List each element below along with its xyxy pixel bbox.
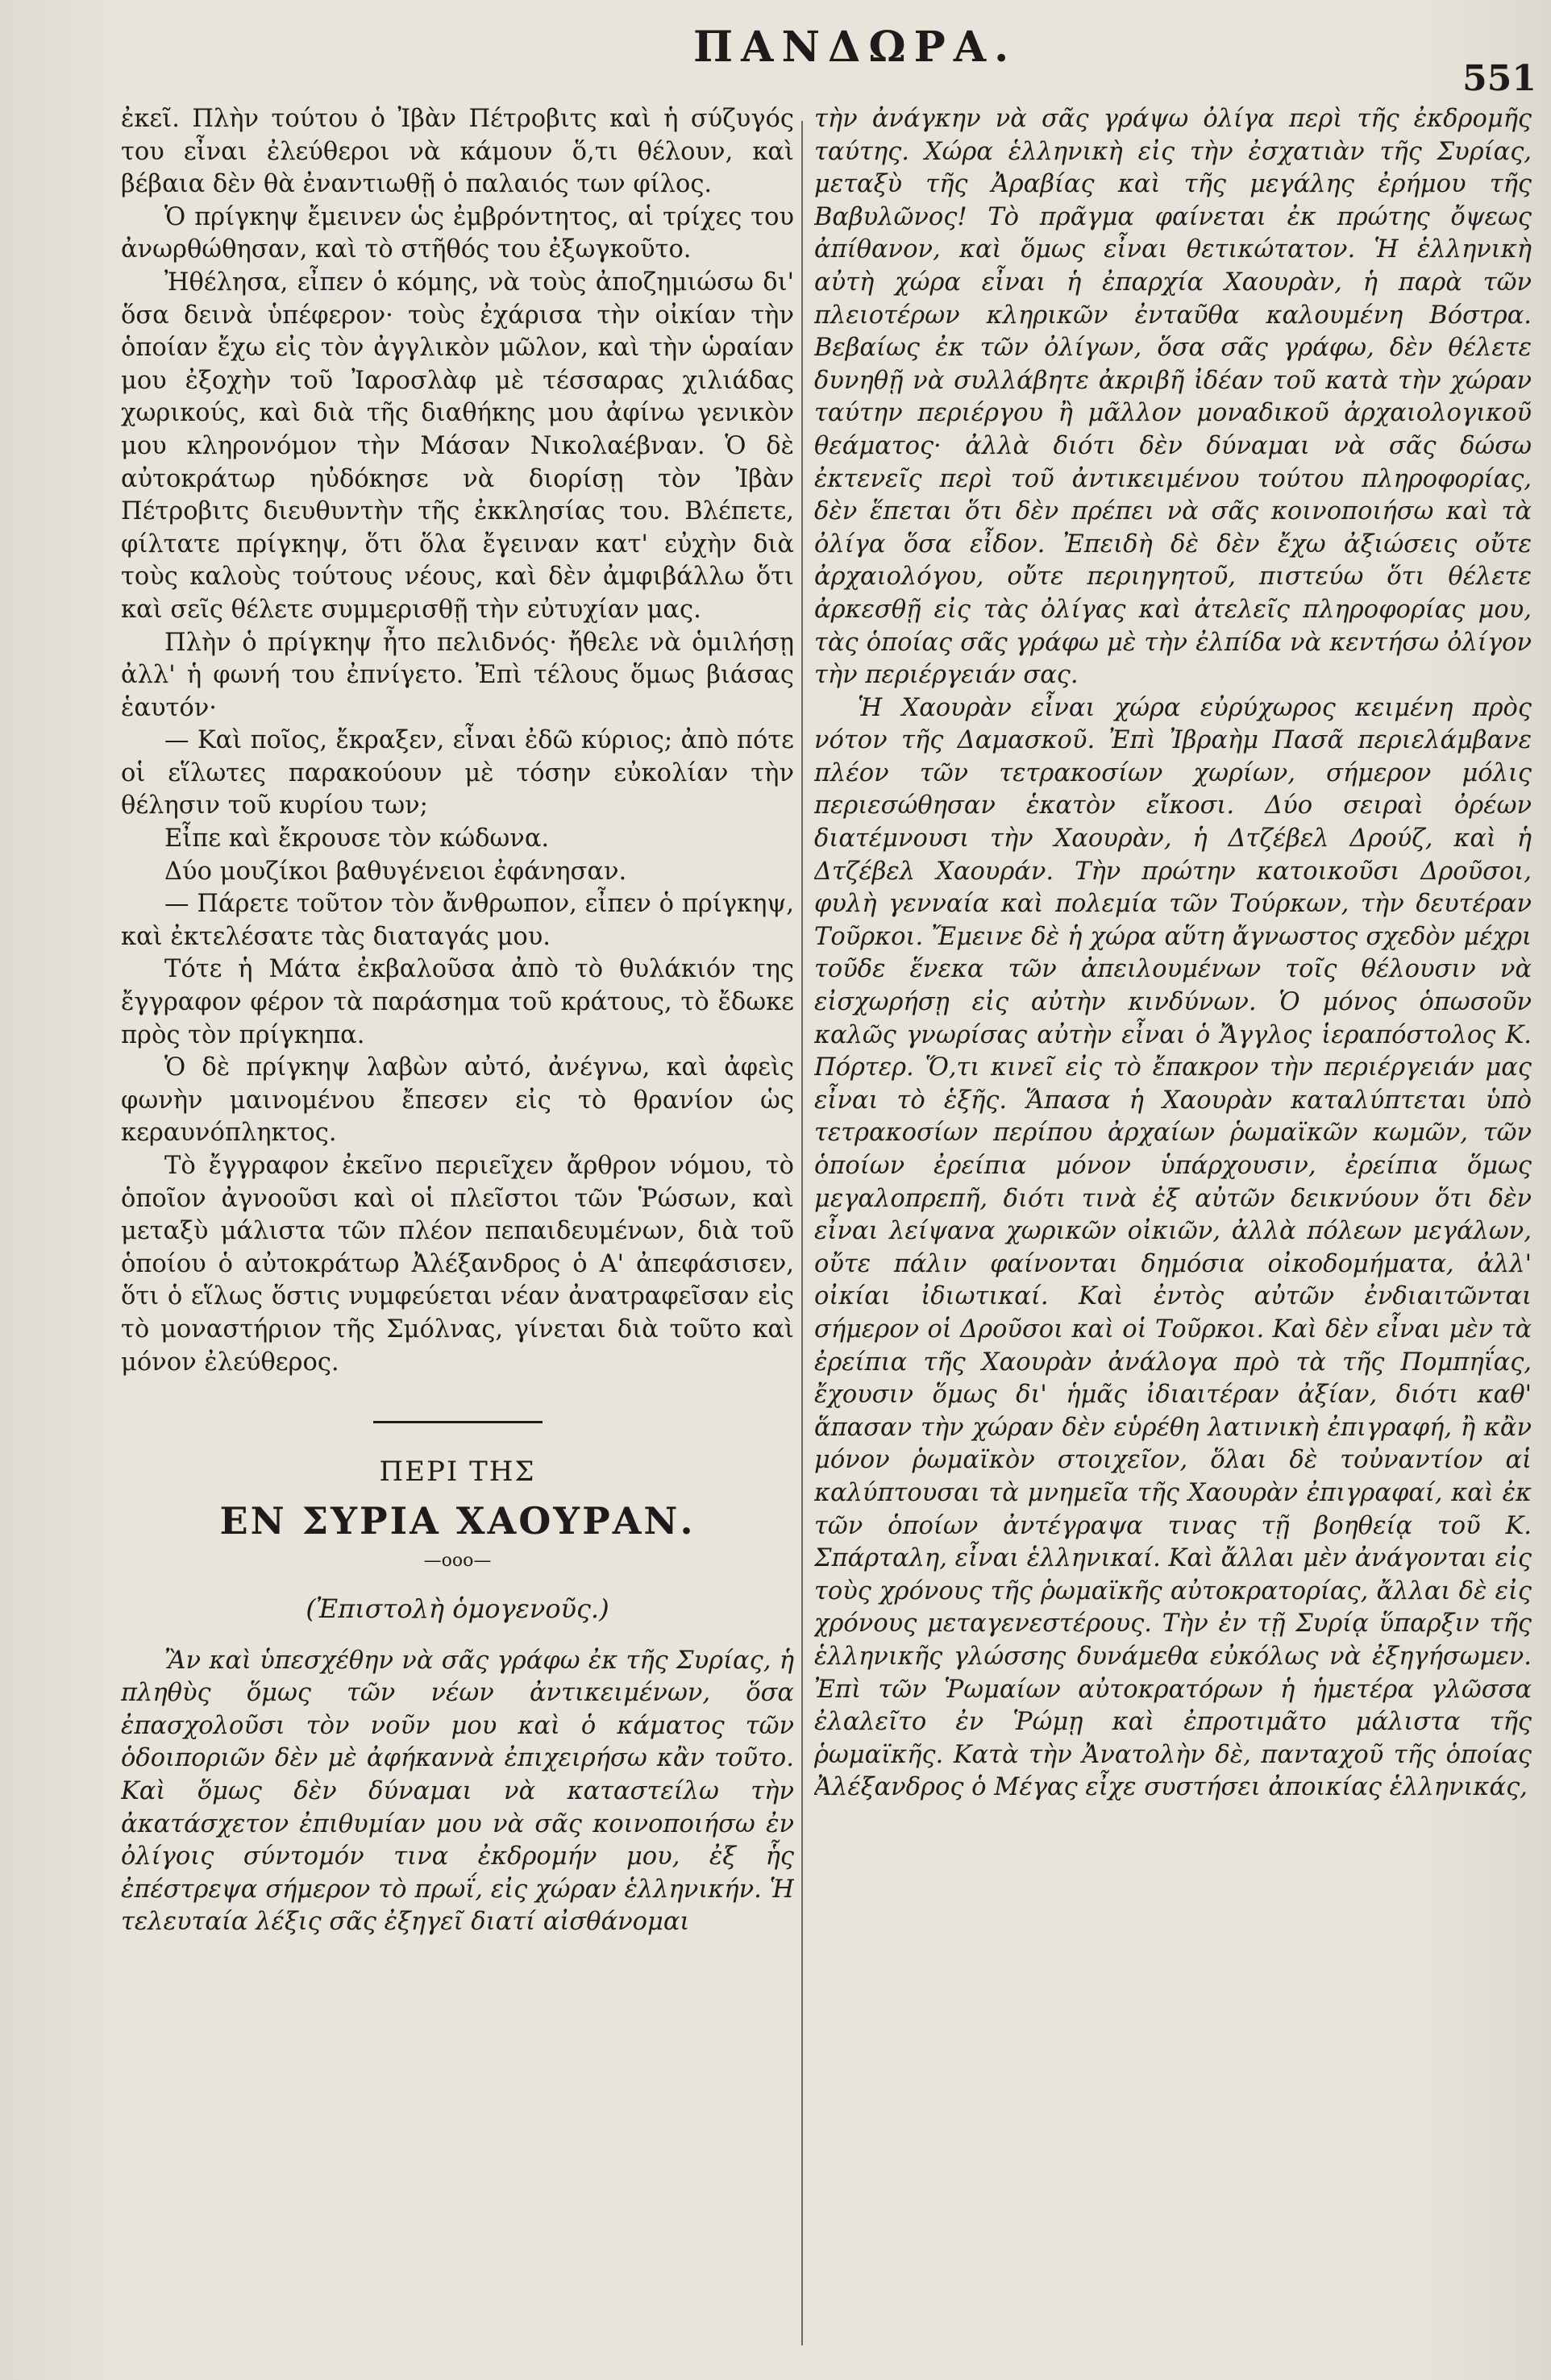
letter-paragraphs (121, 1645, 794, 1939)
paragraph: Τότε ἡ Μάτα ἐκβαλοῦσα ἀπὸ τὸ θυλάκιόν της ἔγγραφον φέρον τὰ παράσημα τοῦ κράτους, τὸ ἔδωκε πρὸς τὸν πρίγκηπα. (121, 955, 794, 1049)
column-divider (801, 121, 803, 2345)
paragraph: Ἂν καὶ ὑπεσχέθην νὰ σᾶς γράφω ἐκ τῆς Συρίας, ἡ πληθὺς ὅμως τῶν νέων ἀντικειμένων, ὅσα ἐπασχολοῦσι τὸν νοῦν μου καὶ ὁ κάματος τῶν ὁδοιποριῶν δὲν μὲ ἀφήκαννὰ ἐπιχειρήσω κἂν τοῦτο. Καὶ ὅμως δὲν δύναμαι νὰ καταστείλω τὴν ἀκατάσχετον ἐπιθυμίαν μου νὰ σᾶς κοινοποιήσω ἐν ὀλίγοις σύντομόν τινα ἐκδρομήν μου, ἐξ ἧς ἐπέστρεψα σήμερον τὸ πρωΐ, εἰς χώραν ἑλληνικήν. Ἡ τελευταία λέξις σᾶς ἐξηγεῖ διατί αἰσθάνομαι (121, 1646, 794, 1937)
section-divider (373, 1421, 543, 1423)
paragraph: — Πάρετε τοῦτον τὸν ἄνθρωπον, εἶπεν ὁ πρίγκηψ, καὶ ἐκτελέσατε τὰς διαταγάς μου. (121, 890, 794, 951)
ornament: —ooo— (423, 1551, 492, 1572)
left-column (121, 103, 794, 2360)
right-column-paragraphs (814, 103, 1532, 1805)
left-column-paragraphs (121, 103, 794, 1379)
paragraph: τὴν ἀνάγκην νὰ σᾶς γράψω ὀλίγα περὶ τῆς ἐκδρομῆς ταύτης. Χώρα ἑλληνικὴ εἰς τὴν ἐσχατιὰν τῆς Συρίας, μεταξὺ τῆς Ἀραβίας καὶ τῆς μεγάλης ἐρήμου τῆς Βαβυλῶνος! Τὸ πρᾶγμα φαίνεται ἐκ πρώτης ὄψεως ἀπίθανον, καὶ ὅμως εἶναι θετικώτατον. Ἡ ἑλληνικὴ αὐτὴ χώρα εἶναι ἡ ἐπαρχία Χαουρὰν, ἡ παρὰ τῶν πλειοτέρων κληρικῶν ἐνταῦθα καλουμένη Βόστρα. Βεβαίως ἐκ τῶν ὀλίγων, ὅσα σᾶς γράφω, δὲν θέλετε δυνηθῇ νὰ συλλάβητε ἀκριβῆ ἰδέαν τοῦ κατὰ τὴν χώραν ταύτην περιέργου ἢ μᾶλλον μοναδικοῦ ἀρχαιολογικοῦ θεάματος· ἀλλὰ διότι δὲν δύναμαι νὰ σᾶς δώσω ἐκτενεῖς περὶ τοῦ ἀντικειμένου τούτου πληροφορίας, δὲν ἕπεται ὅτι δὲν πρέπει νὰ σᾶς κοινοποιήσω καὶ τὰ ὀλίγα ὅσα εἶδον. Ἐπειδὴ δὲ δὲν ἔχω ἀξιώσεις οὔτε ἀρχαιολόγου, οὔτε περιηγητοῦ, πιστεύω ὅτι θέλετε ἀρκεσθῇ εἰς τὰς ὀλίγας καὶ ἀτελεῖς πληροφορίας μου, τὰς ὁποίας σᾶς γράφω μὲ τὴν ἐλπίδα νὰ κεντήσω ὀλίγον τὴν περιέργειάν σας. (814, 105, 1532, 690)
paragraph: Ἡ Χαουρὰν εἶναι χώρα εὐρύχωρος κειμένη πρὸς νότον τῆς Δαμασκοῦ. Ἐπὶ Ἰβραὴμ Πασᾶ περιελάμβανε πλέον τῶν τετρακοσίων χωρίων, σήμερον μόλις περιεσώθησαν ἑκατὸν εἴκοσι. Δύο σειραὶ ὀρέων διατέμνουσι τὴν Χαουρὰν, ἡ Δτζέβελ Δρούζ, καὶ ἡ Δτζέβελ Χαουράν. Τὴν πρώτην κατοικοῦσι Δροῦσοι, φυλὴ γενναία καὶ πολεμία τῶν Τούρκων, τὴν δευτέραν Τοῦρκοι. Ἔμεινε δὲ ἡ χώρα αὕτη ἄγνωστος σχεδὸν μέχρι τοῦδε ἕνεκα τῶν ἀπειλουμένων τοῖς θέλουσιν νὰ εἰσχωρήσῃ εἰς αὐτὴν κινδύνων. Ὁ μόνος ὁπωσοῦν καλῶς γνωρίσας αὐτὴν εἶναι ὁ Ἄγγλος ἱεραπόστολος Κ. Πόρτερ. Ὅ,τι κινεῖ εἰς τὸ ἔπακρον τὴν περιέργειάν μας εἶναι τὸ ἑξῆς. Ἅπασα ἡ Χαουρὰν καταλύπτεται ὑπὸ τετρακοσίων περίπου ἀρχαίων ῥωμαϊκῶν κωμῶν, τῶν ὁποίων ἐρείπια μόνον ὑπάρχουσιν, ἐρείπια ὅμως μεγαλοπρεπῆ, διότι τινὰ ἐξ αὐτῶν δεικνύουν ὅτι δὲν εἶναι λείψανα χωρικῶν οἰκιῶν, ἀλλὰ πόλεων μεγάλων, οὔτε πάλιν φαίνονται δημόσια οἰκοδομήματα, ἀλλ' οἰκίαι ἰδιωτικαί. Καὶ ἐντὸς αὐτῶν ἐνδιαιτῶνται σήμερον οἱ Δροῦσοι καὶ οἱ Τοῦρκοι. Καὶ δὲν εἶναι μὲν τὰ ἐρείπια τῆς Χαουρὰν ἀνάλογα πρὸ τὰ τῆς Πομπηΐας, ἔχουσιν ὅμως δι' ἡμᾶς ἰδιαιτέραν ἀξίαν, διότι καθ' ἅπασαν τὴν χώραν δὲν εὑρέθη λατινικὴ ἐπιγραφή, ἢ κἂν μόνον ῥωμαϊκὸν στοιχεῖον, ὅλαι δὲ τοὐναντίον αἱ καλύπτουσαι τὰ μνημεῖα τῆς Χαουρὰν ἐπιγραφαί, καὶ ἐκ τῶν ὁποίων ἀντέγραψα τινας τῇ βοηθείᾳ τοῦ Κ. Σπάρταλη, εἶναι ἑλληνικαί. Καὶ ἄλλαι μὲν ἀνάγονται εἰς τοὺς χρόνους τῆς ῥωμαϊκῆς αὐτοκρατορίας, ἄλλαι δὲ εἰς χρόνους μεταγενεστέρους. Τὴν ἐν τῇ Συρίᾳ ὕπαρξιν τῆς ἑλληνικῆς γλώσσης δυνάμεθα εὐκόλως νὰ ἐξηγήσωμεν. Ἐπὶ τῶν Ῥωμαίων αὐτοκρατόρων ἡ ἡμετέρα γλῶσσα ἐλαλεῖτο ἐν Ῥώμῃ καὶ ἐπροτιμᾶτο μάλιστα τῆς ῥωμαϊκῆς. Κατὰ τὴν Ἀνατολὴν δὲ, πανταχοῦ τῆς ὁποίας Ἀλέξανδρος ὁ Μέγας εἶχε συστήσει ἀποικίας ἑλληνικάς, (814, 693, 1532, 1802)
source-note: (Ἐπιστολὴ ὁμογενοῦς.) (306, 1593, 609, 1624)
paragraph: Πλὴν ὁ πρίγκηψ ἦτο πελιδνός· ἤθελε νὰ ὁμιλήσῃ ἀλλ' ἡ φωνή του ἐπνίγετο. Ἐπὶ τέλους ὅμως βιάσας ἑαυτόν· (121, 628, 794, 722)
right-column (814, 103, 1532, 2360)
paragraph: ἐκεῖ. Πλὴν τούτου ὁ Ἰβὰν Πέτροβιτς καὶ ἡ σύζυγός του εἶναι ἐλεύθεροι νὰ κάμουν ὅ,τι θέλουν, καὶ βέβαια δὲν θὰ ἐναντιωθῇ ὁ παλαιός των φίλος. (121, 105, 794, 199)
paragraph: Ἠθέλησα, εἶπεν ὁ κόμης, νὰ τοὺς ἀποζημιώσω δι' ὅσα δεινὰ ὑπέφερον· τοὺς ἐχάρισα τὴν οἰκίαν τὴν ὁποίαν ἔχω εἰς τὸν ἀγγλικὸν μῶλον, καὶ τὴν ὡραίαν μου ἐξοχὴν τοῦ Ἰαροσλὰφ μὲ τέσσαρας χιλιάδας χωρικούς, καὶ διὰ τῆς διαθήκης μου ἀφίνω γενικὸν μου κληρονόμον τὴν Μάσαν Νικολαέβναν. Ὁ δὲ αὐτοκράτωρ ηὐδόκησε νὰ διορίσῃ τὸν Ἰβὰν Πέτροβιτς διευθυντὴν τῆς ἐκκλησίας του. Βλέπετε, φίλτατε πρίγκηψ, ὅτι ὅλα ἔγειναν κατ' εὐχὴν διὰ τοὺς καλοὺς τούτους νέους, καὶ δὲν ἀμφιβάλλω ὅτι καὶ σεῖς θέλετε συμμερισθῇ τὴν εὐτυχίαν μας. (121, 268, 794, 624)
paragraph: — Καὶ ποῖος, ἔκραξεν, εἶναι ἐδῶ κύριος; ἀπὸ πότε οἱ εἵλωτες παρακούουν μὲ τόσην εὐκολίαν τὴν θέλησιν τοῦ κυρίου των; (121, 726, 794, 820)
paragraph: Δύο μουζίκοι βαθυγένειοι ἐφάνησαν. (164, 857, 627, 886)
paragraph: Ὁ δὲ πρίγκηψ λαβὼν αὐτό, ἀνέγνω, καὶ ἀφεὶς φωνὴν μαινομένου ἔπεσεν εἰς τὸ θρανίον ὡς κεραυνόπληκτος. (121, 1053, 794, 1148)
section-label: ΠΕΡΙ ΤΗΣ (379, 1456, 536, 1489)
page-title: ΠΑΝΔΩΡΑ. (693, 23, 1017, 72)
page-number: 551 (1462, 58, 1536, 99)
paragraph: Τὸ ἔγγραφον ἐκεῖνο περιεῖχεν ἄρθρον νόμου, τὸ ὁποῖον ἀγνοοῦσι καὶ οἱ πλεῖστοι τῶν Ῥώσων, καὶ μεταξὺ μάλιστα τῶν πλέον πεπαιδευμένων, διὰ τοῦ ὁποίου ὁ αὐτοκράτωρ Ἀλέξανδρος ὁ Α' ἀπεφάσισεν, ὅτι ὁ εἵλως ὅστις νυμφεύεται νέαν ἀνατραφεῖσαν εἰς τὸ μοναστήριον τῆς Σμόλνας, γίνεται διὰ τοῦτο καὶ μόνον ἐλεύθερος. (121, 1152, 794, 1377)
paragraph: Εἶπε καὶ ἔκρουσε τὸν κώδωνα. (164, 824, 550, 854)
section-title: ΕΝ ΣΥΡΙΑ ΧΑΟΥΡΑΝ. (219, 1498, 696, 1543)
paragraph: Ὁ πρίγκηψ ἔμεινεν ὡς ἐμβρόντητος, αἱ τρίχες του ἀνωρθώθησαν, καὶ τὸ στῆθός του ἐξωγκοῦτο. (121, 202, 794, 264)
